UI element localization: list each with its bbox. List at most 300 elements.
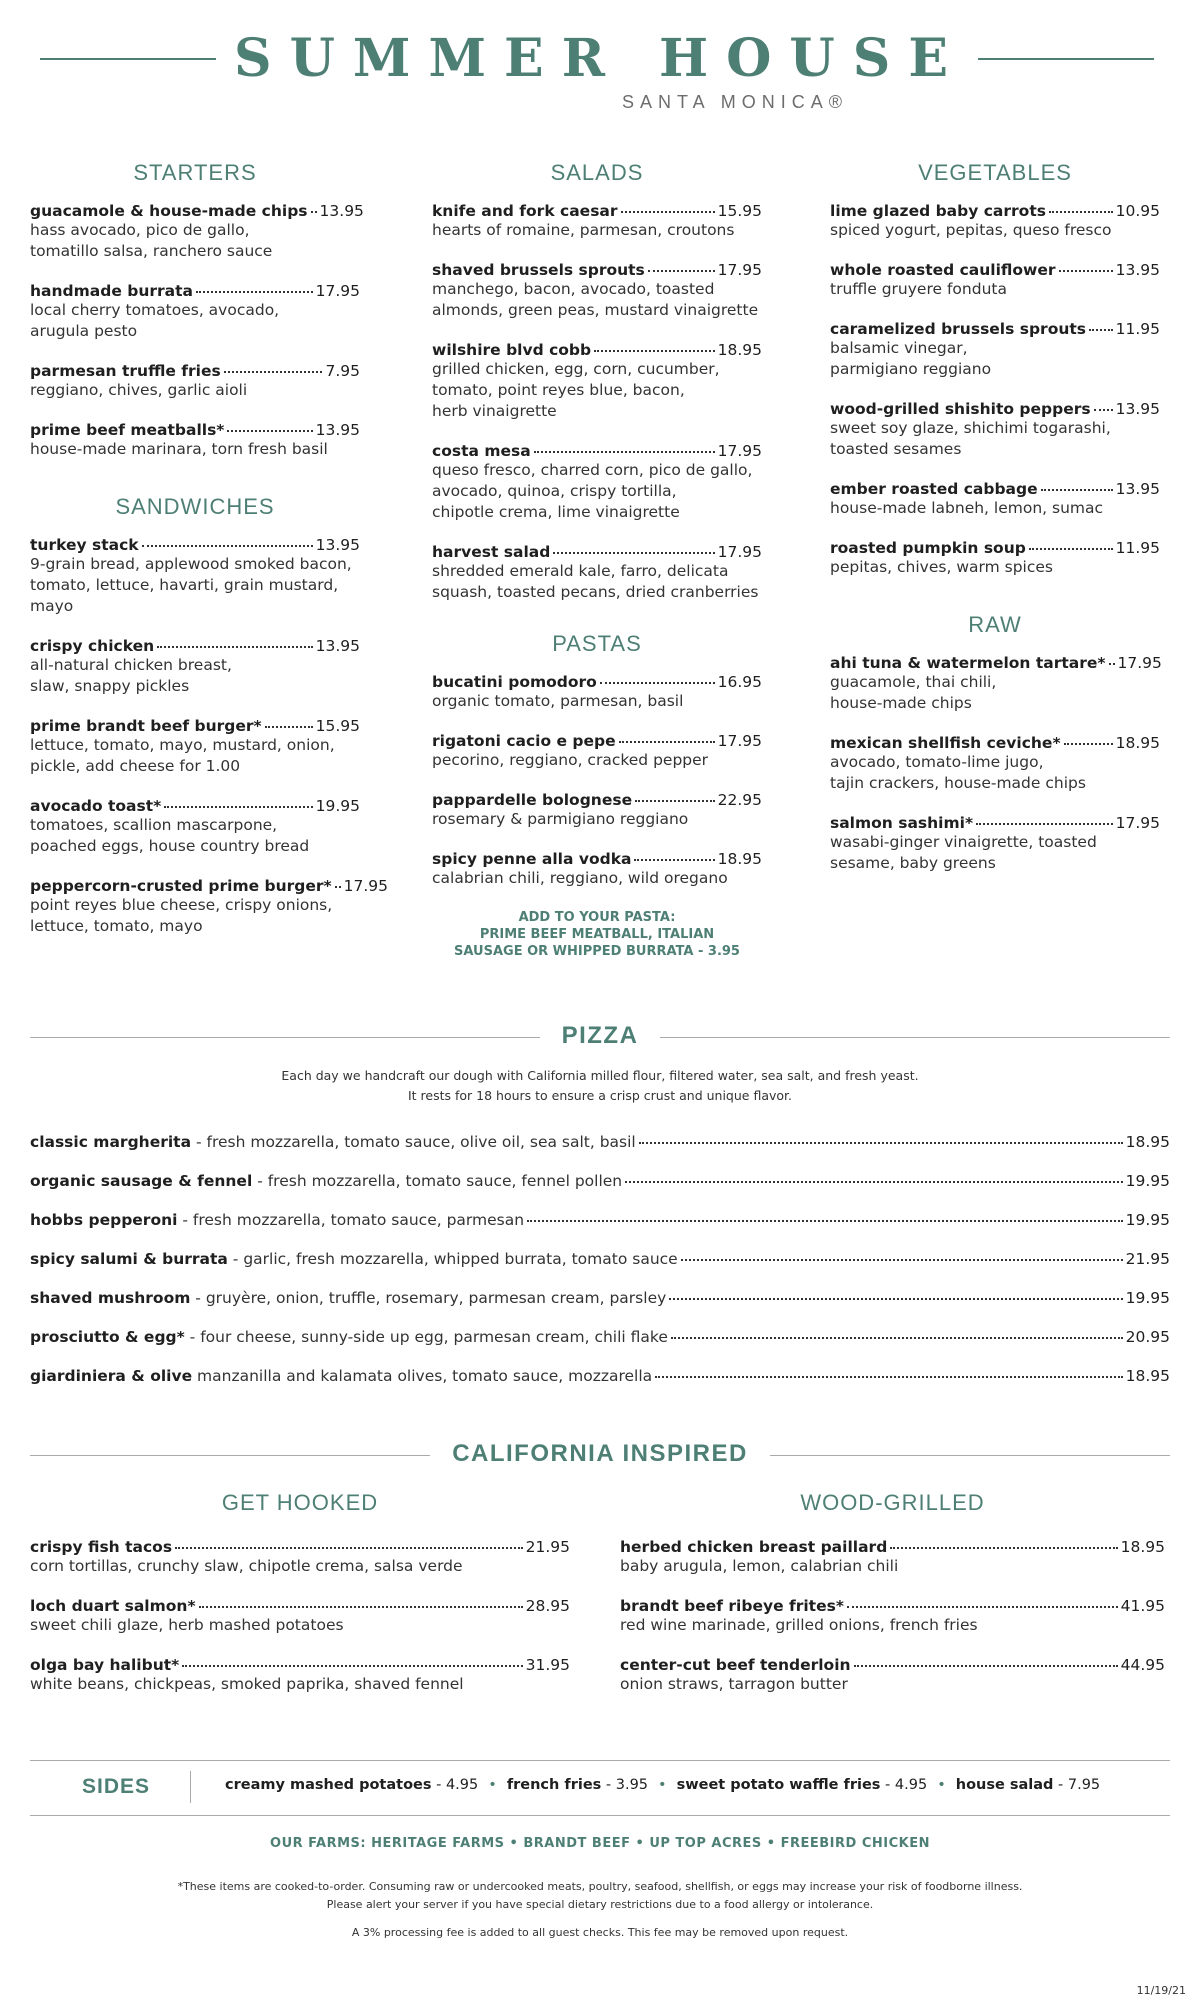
menu-item (30, 282, 360, 342)
menu-item-description: toasted sesames (830, 440, 962, 458)
dot-leader (534, 451, 715, 453)
menu-item-description: all-natural chicken breast, (30, 656, 232, 674)
salads-list (432, 202, 762, 603)
menu-item-line (620, 1538, 1165, 1556)
menu-item-description: spiced yogurt, pepitas, queso fresco (830, 221, 1112, 239)
menu-item (830, 261, 1160, 300)
menu-item-description: red wine marinade, grilled onions, french fries (620, 1616, 978, 1634)
menu-item-price: 13.95 (315, 536, 360, 554)
menu-item (432, 261, 762, 321)
menu-item-description: onion straws, tarragon butter (620, 1675, 848, 1693)
menu-item-description: sesame, baby greens (830, 854, 996, 872)
menu-item-description: tomatoes, scallion mascarpone, (30, 816, 278, 834)
pizza-item (30, 1288, 1170, 1309)
menu-item-name: loch duart salmon* (30, 1597, 196, 1615)
dot-leader (681, 1259, 1123, 1261)
menu-item-name: wood-grilled shishito peppers (830, 400, 1091, 418)
menu-item-description: pepitas, chives, warm spices (830, 558, 1053, 576)
menu-item-description: wasabi-ginger vinaigrette, toasted (830, 833, 1097, 851)
vegetables-heading: VEGETABLES (918, 160, 1072, 185)
menu-item-line (30, 717, 360, 735)
menu-item-price: 18.95 (717, 341, 762, 359)
dot-leader (311, 211, 317, 213)
dot-leader (1041, 489, 1113, 491)
dot-leader (621, 211, 715, 213)
menu-item (432, 850, 762, 889)
sandwiches-list (30, 536, 389, 937)
menu-item-description: almonds, green peas, mustard vinaigrette (432, 301, 759, 319)
restaurant-location: SANTA MONICA® (622, 92, 848, 112)
dot-leader (182, 1665, 522, 1667)
dot-leader (175, 1547, 523, 1549)
menu-item-name: herbed chicken breast paillard (620, 1538, 888, 1556)
menu-item-name: pappardelle bolognese (432, 791, 633, 809)
menu-item-price: 41.95 (1120, 1597, 1165, 1615)
pasta-addon-line: ADD TO YOUR PASTA: (518, 910, 676, 925)
side-item-price: - 4.95 (431, 1777, 479, 1793)
menu-item-price: 11.95 (1115, 320, 1160, 338)
menu-item-price: 13.95 (319, 202, 364, 220)
menu-item (432, 673, 762, 712)
menu-item-description: slaw, snappy pickles (30, 677, 190, 695)
menu-item-line (30, 1597, 570, 1615)
pizza-note-line: Each day we handcraft our dough with California milled flour, filtered water, sea salt, and fresh yeast. (281, 1068, 919, 1083)
dot-leader (553, 552, 714, 554)
sides-divider (190, 1771, 191, 1803)
pasta-addon (432, 909, 762, 960)
dot-leader (527, 1220, 1123, 1222)
menu-item-name: guacamole & house-made chips (30, 202, 308, 220)
side-item-price: - 4.95 (880, 1777, 928, 1793)
menu-item (30, 362, 360, 401)
pizza-note-line: It rests for 18 hours to ensure a crisp crust and unique flavor. (407, 1088, 792, 1103)
menu-item (830, 202, 1160, 241)
sandwiches-heading: SANDWICHES (115, 494, 275, 519)
menu-item-name: mexican shellfish ceviche* (830, 734, 1061, 752)
menu-item (432, 791, 762, 830)
disclaimer (0, 1878, 1200, 1914)
menu-item-line (30, 282, 360, 300)
pizza-note (0, 1066, 1200, 1106)
restaurant-name: SUMMER HOUSE (234, 28, 966, 89)
menu-item-description: grilled chicken, egg, corn, cucumber, (432, 360, 720, 378)
menu-item-price: 13.95 (1115, 261, 1160, 279)
menu-item (30, 1656, 570, 1695)
disclaimer-line: *These items are cooked-to-order. Consuming raw or undercooked meats, poultry, seafood, shellfish, or eggs may increase your risk of foodborne illness. (177, 1880, 1023, 1893)
menu-item-name: whole roasted cauliflower (830, 261, 1056, 279)
menu-item (432, 202, 762, 241)
dot-leader (1094, 409, 1113, 411)
dot-leader (157, 646, 312, 648)
menu-item-description: chipotle crema, lime vinaigrette (432, 503, 680, 521)
menu-item-name: prime beef meatballs* (30, 421, 225, 439)
menu-item (830, 480, 1160, 519)
menu-item (30, 637, 360, 697)
menu-item-description: calabrian chili, reggiano, wild oregano (432, 869, 728, 887)
sides-bar (30, 1760, 1170, 1816)
dot-leader (600, 682, 715, 684)
processing-fee-note: A 3% processing fee is added to all guest checks. This fee may be removed upon request. (351, 1926, 849, 1939)
menu-item (620, 1538, 1165, 1577)
menu-item-description: truffle gruyere fonduta (830, 280, 1007, 298)
menu-date: 11/19/21 (1136, 1984, 1186, 1997)
menu-item-name: crispy fish tacos (30, 1538, 173, 1556)
get-hooked-list (30, 1538, 570, 1695)
menu-item-line (432, 850, 762, 868)
dot-leader (669, 1298, 1122, 1300)
dot-leader (1109, 663, 1115, 665)
pizza-item-description: - fresh mozzarella, tomato sauce, fennel pollen (252, 1172, 623, 1190)
menu-item-price: 19.95 (315, 797, 360, 815)
menu-item-line (432, 732, 762, 750)
menu-item-line (620, 1656, 1165, 1674)
pizza-item-description: - four cheese, sunny-side up egg, parmesan cream, chili flake (184, 1328, 668, 1346)
menu-item-name: crispy chicken (30, 637, 155, 655)
menu-item-description: herb vinaigrette (432, 402, 557, 420)
menu-item-price: 17.95 (343, 877, 389, 895)
dot-leader (1089, 329, 1113, 331)
menu-item-price: 13.95 (1115, 400, 1160, 418)
dot-leader (634, 859, 714, 861)
menu-item-description: parmigiano reggiano (830, 360, 992, 378)
menu-item-line (830, 202, 1160, 220)
menu-item-name: avocado toast* (30, 797, 162, 815)
menu-item-description: tomatillo salsa, ranchero sauce (30, 242, 273, 260)
menu-item (830, 539, 1160, 578)
pizza-item-description: - garlic, fresh mozzarella, whipped burrata, tomato sauce (227, 1250, 678, 1268)
menu-item (830, 734, 1160, 794)
menu-item (30, 877, 389, 937)
menu-item-name: peppercorn-crusted prime burger* (30, 877, 332, 895)
menu-item-description: hearts of romaine, parmesan, croutons (432, 221, 735, 239)
menu-item-name: bucatini pomodoro (432, 673, 597, 691)
pizza-item-description: - fresh mozzarella, tomato sauce, parmesan (177, 1211, 525, 1229)
menu-item-price: 18.95 (717, 850, 762, 868)
side-item-price: - 7.95 (1053, 1777, 1101, 1793)
menu-item-name: spicy penne alla vodka (432, 850, 632, 868)
raw-heading: RAW (968, 612, 1022, 637)
menu-item-description: point reyes blue cheese, crispy onions, (30, 896, 333, 914)
menu-item-price: 22.95 (717, 791, 762, 809)
dot-leader (625, 1181, 1123, 1183)
menu-item-price: 11.95 (1115, 539, 1160, 557)
menu-item-description: tomato, point reyes blue, bacon, (432, 381, 685, 399)
side-item-name: sweet potato waffle fries (676, 1777, 881, 1793)
bullet-separator: • (488, 1777, 497, 1793)
vegetables-list (830, 202, 1160, 578)
dot-leader (890, 1547, 1117, 1549)
sides-heading: SIDES (82, 1775, 151, 1798)
menu-item-description: lettuce, tomato, mayo, mustard, onion, (30, 736, 335, 754)
menu-item-price: 21.95 (525, 1538, 570, 1556)
sides-list (225, 1777, 1100, 1793)
salads-heading: SALADS (550, 160, 644, 185)
dot-leader (648, 270, 715, 272)
menu-item-description: corn tortillas, crunchy slaw, chipotle crema, salsa verde (30, 1557, 463, 1575)
menu-item-name: turkey stack (30, 536, 139, 554)
wood-grilled-column (620, 1490, 1165, 1715)
menu-item-price: 44.95 (1120, 1656, 1165, 1674)
menu-item-price: 17.95 (717, 442, 762, 460)
menu-item (432, 341, 762, 422)
menu-item-description: manchego, bacon, avocado, toasted (432, 280, 715, 298)
wood-grilled-list (620, 1538, 1165, 1695)
menu-item-price: 17.95 (1117, 654, 1162, 672)
menu-item-description: hass avocado, pico de gallo, (30, 221, 250, 239)
pizza-item-price: 21.95 (1125, 1250, 1170, 1268)
dot-leader (199, 1606, 523, 1608)
dot-leader (164, 806, 312, 808)
dot-leader (854, 1665, 1118, 1667)
menu-item (30, 1597, 570, 1636)
menu-item-line (830, 400, 1160, 418)
menu-item-description: poached eggs, house country bread (30, 837, 310, 855)
menu-item-line (30, 637, 360, 655)
menu-item-description: rosemary & parmigiano reggiano (432, 810, 689, 828)
dot-leader (224, 371, 323, 373)
dot-leader (639, 1142, 1123, 1144)
menu-item-description: reggiano, chives, garlic aioli (30, 381, 248, 399)
menu-item-name: rigatoni cacio e pepe (432, 732, 616, 750)
pizza-item-description: - fresh mozzarella, tomato sauce, olive oil, sea salt, basil (191, 1133, 636, 1151)
menu-item-line (432, 261, 762, 279)
menu-item-name: ahi tuna & watermelon tartare* (830, 654, 1106, 672)
right-column (830, 160, 1160, 894)
menu-item-line (30, 1538, 570, 1556)
menu-item-line (830, 539, 1160, 557)
menu-item-name: handmade burrata (30, 282, 193, 300)
side-item-name: french fries (506, 1777, 602, 1793)
dot-leader (976, 823, 1113, 825)
menu-item-name: brandt beef ribeye frites* (620, 1597, 844, 1615)
menu-item (30, 1538, 570, 1577)
menu-item-description: baby arugula, lemon, calabrian chili (620, 1557, 899, 1575)
menu-item (432, 442, 762, 523)
menu-item-name: roasted pumpkin soup (830, 539, 1026, 557)
menu-item-price: 17.95 (717, 261, 762, 279)
menu-item-price: 18.95 (1115, 734, 1160, 752)
menu-item (830, 814, 1160, 874)
pizza-item (30, 1366, 1170, 1387)
menu-item-description: tomato, lettuce, havarti, grain mustard, mayo (30, 576, 339, 615)
california-header (30, 1440, 1170, 1470)
menu-item (432, 543, 762, 603)
menu-item-price: 13.95 (1115, 480, 1160, 498)
menu-item-line (30, 202, 364, 220)
menu-item-line (620, 1597, 1165, 1615)
menu-item-description: local cherry tomatoes, avocado, (30, 301, 280, 319)
pasta-addon-line: PRIME BEEF MEATBALL, ITALIAN (479, 927, 715, 942)
bullet-separator: • (937, 1777, 946, 1793)
pizza-item-price: 19.95 (1125, 1211, 1170, 1229)
pizza-item-price: 19.95 (1125, 1172, 1170, 1190)
menu-item-line (830, 654, 1160, 672)
side-item-name: house salad (955, 1777, 1054, 1793)
side-item-name: creamy mashed potatoes (225, 1777, 432, 1793)
menu-item-name: prime brandt beef burger* (30, 717, 262, 735)
menu-item-price: 28.95 (525, 1597, 570, 1615)
menu-item-price: 13.95 (315, 421, 360, 439)
menu-item-name: parmesan truffle fries (30, 362, 221, 380)
menu-item-line (432, 202, 762, 220)
pastas-heading: PASTAS (552, 631, 642, 656)
menu-item-name: harvest salad (432, 543, 551, 561)
menu-item (830, 400, 1160, 460)
menu-item-line (830, 320, 1160, 338)
menu-item-line (830, 814, 1160, 832)
menu-item-name: center-cut beef tenderloin (620, 1656, 851, 1674)
left-column (30, 160, 389, 957)
menu-item-price: 17.95 (315, 282, 360, 300)
dot-leader (619, 741, 715, 743)
menu-item (830, 320, 1160, 380)
menu-item-description: avocado, quinoa, crispy tortilla, (432, 482, 677, 500)
pasta-addon-line: SAUSAGE OR WHIPPED BURRATA - 3.95 (454, 944, 740, 959)
wood-grilled-heading: WOOD-GRILLED (800, 1490, 985, 1515)
pizza-item-name: classic margherita (30, 1133, 192, 1151)
pizza-item (30, 1171, 1170, 1192)
menu-item-description: house-made chips (830, 694, 972, 712)
pizza-item-price: 20.95 (1125, 1328, 1170, 1346)
menu-item-price: 31.95 (525, 1656, 570, 1674)
menu-item-description: white beans, chickpeas, smoked paprika, shaved fennel (30, 1675, 464, 1693)
menu-item-description: sweet soy glaze, shichimi togarashi, (830, 419, 1111, 437)
menu-item-name: caramelized brussels sprouts (830, 320, 1087, 338)
dot-leader (847, 1606, 1118, 1608)
farms-line: OUR FARMS: HERITAGE FARMS • BRANDT BEEF • UP TOP ACRES • FREEBIRD CHICKEN (270, 1836, 930, 1851)
menu-item-line (830, 480, 1160, 498)
pizza-item-name: spicy salumi & burrata (30, 1250, 228, 1268)
menu-item-price: 17.95 (717, 732, 762, 750)
get-hooked-column (30, 1490, 570, 1715)
california-heading: CALIFORNIA INSPIRED (452, 1440, 748, 1467)
menu-item-description: guacamole, thai chili, (830, 673, 997, 691)
menu-item-description: arugula pesto (30, 322, 138, 340)
dot-leader (655, 1376, 1122, 1378)
starters-list (30, 202, 364, 460)
menu-item-description: avocado, tomato-lime jugo, (830, 753, 1044, 771)
menu-item-line (30, 421, 360, 439)
pizza-item (30, 1132, 1170, 1153)
menu-item-price: 7.95 (325, 362, 360, 380)
menu-item (30, 202, 364, 262)
menu-item-line (432, 791, 762, 809)
menu-item-name: olga bay halibut* (30, 1656, 180, 1674)
pizza-item-price: 19.95 (1125, 1289, 1170, 1307)
dot-leader (1059, 270, 1113, 272)
menu-item-name: wilshire blvd cobb (432, 341, 592, 359)
pastas-list (432, 673, 762, 889)
get-hooked-heading: GET HOOKED (221, 1490, 379, 1515)
menu-item-description: organic tomato, parmesan, basil (432, 692, 684, 710)
pizza-item-price: 18.95 (1125, 1133, 1170, 1151)
pizza-item (30, 1249, 1170, 1270)
menu-item-name: costa mesa (432, 442, 531, 460)
menu-item-line (432, 543, 762, 561)
menu-item-description: squash, toasted pecans, dried cranberries (432, 583, 759, 601)
dot-leader (196, 291, 313, 293)
masthead (0, 28, 1200, 128)
dot-leader (1029, 548, 1113, 550)
pizza-item-name: hobbs pepperoni (30, 1211, 178, 1229)
menu-item-description: pickle, add cheese for 1.00 (30, 757, 241, 775)
pizza-item-name: giardiniera & olive (30, 1367, 193, 1385)
dot-leader (1064, 743, 1113, 745)
dot-leader (142, 545, 313, 547)
menu-item-description: pecorino, reggiano, cracked pepper (432, 751, 709, 769)
menu-item (620, 1656, 1165, 1695)
raw-list (830, 654, 1160, 874)
menu-item (432, 732, 762, 771)
menu-item-description: queso fresco, charred corn, pico de gallo, (432, 461, 753, 479)
side-item-price: - 3.95 (601, 1777, 649, 1793)
pizza-header (30, 1022, 1170, 1052)
menu-item-price: 17.95 (717, 543, 762, 561)
menu-item-description: tajin crackers, house-made chips (830, 774, 1086, 792)
pizza-list (30, 1132, 1170, 1405)
menu-item-price: 15.95 (315, 717, 360, 735)
pizza-item-name: prosciutto & egg* (30, 1328, 185, 1346)
dot-leader (635, 800, 715, 802)
menu-item-line (432, 673, 762, 691)
menu-item (620, 1597, 1165, 1636)
menu-item-description: house-made marinara, torn fresh basil (30, 440, 328, 458)
menu-item-line (30, 362, 360, 380)
menu-item-price: 18.95 (1120, 1538, 1165, 1556)
menu-item (30, 536, 360, 617)
menu-item-line (30, 1656, 570, 1674)
menu-item-price: 17.95 (1115, 814, 1160, 832)
starters-heading: STARTERS (133, 160, 257, 185)
menu-item-line (30, 536, 360, 554)
dot-leader (335, 886, 341, 888)
menu-item-description: sweet chili glaze, herb mashed potatoes (30, 1616, 344, 1634)
menu-item-line (830, 261, 1160, 279)
menu-item-price: 10.95 (1115, 202, 1160, 220)
menu-item-description: 9-grain bread, applewood smoked bacon, (30, 555, 352, 573)
menu-item-price: 13.95 (315, 637, 360, 655)
dot-leader (265, 726, 313, 728)
disclaimer-line: Please alert your server if you have special dietary restrictions due to a food allergy or intolerance. (326, 1898, 874, 1911)
middle-column (432, 160, 762, 960)
menu-item-price: 16.95 (717, 673, 762, 691)
menu-item (30, 421, 360, 460)
menu-item-description: shredded emerald kale, farro, delicata (432, 562, 729, 580)
bullet-separator: • (658, 1777, 667, 1793)
menu-item-name: knife and fork caesar (432, 202, 618, 220)
pizza-item-description: manzanilla and kalamata olives, tomato sauce, mozzarella (192, 1367, 653, 1385)
pizza-item-name: organic sausage & fennel (30, 1172, 253, 1190)
menu-item-description: house-made labneh, lemon, sumac (830, 499, 1104, 517)
menu-item (830, 654, 1160, 714)
pizza-item (30, 1210, 1170, 1231)
menu-item-description: lettuce, tomato, mayo (30, 917, 203, 935)
menu-item-line (30, 877, 389, 895)
dot-leader (1049, 211, 1113, 213)
menu-item-description: balsamic vinegar, (830, 339, 968, 357)
dot-leader (227, 430, 312, 432)
dot-leader (671, 1337, 1123, 1339)
menu-item-line (30, 797, 360, 815)
pizza-item-name: shaved mushroom (30, 1289, 191, 1307)
dot-leader (594, 350, 715, 352)
menu-item-line (432, 341, 762, 359)
pizza-item-description: - gruyère, onion, truffle, rosemary, parmesan cream, parsley (190, 1289, 667, 1307)
menu-item-line (830, 734, 1160, 752)
menu-item-price: 15.95 (717, 202, 762, 220)
pizza-item (30, 1327, 1170, 1348)
menu-item-line (432, 442, 762, 460)
